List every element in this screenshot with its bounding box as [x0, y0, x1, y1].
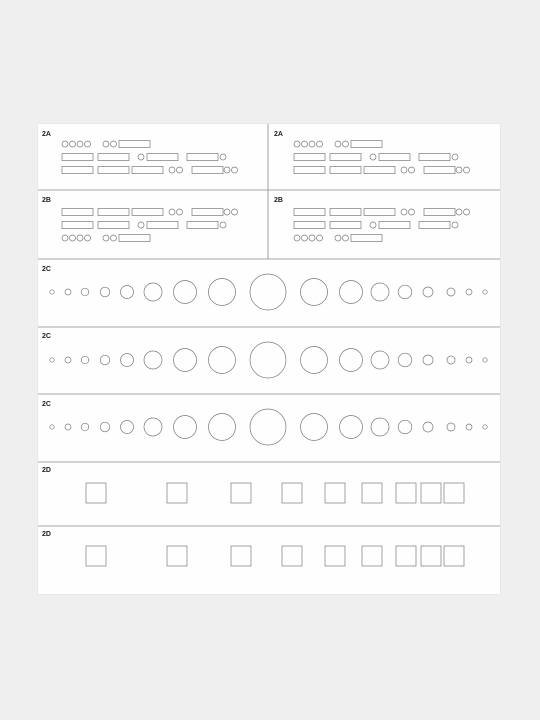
- small-rectangle: [132, 209, 163, 216]
- small-circle: [302, 235, 308, 241]
- small-circle: [370, 222, 376, 228]
- small-circle: [456, 209, 462, 215]
- small-rectangle: [147, 222, 178, 229]
- graduated-circle: [340, 416, 363, 439]
- small-circle: [62, 235, 68, 241]
- graduated-circle: [371, 283, 389, 301]
- outline-square: [396, 483, 416, 503]
- small-rectangle: [351, 235, 382, 242]
- small-circle: [464, 167, 470, 173]
- outline-square: [231, 483, 251, 503]
- graduated-circle: [144, 351, 162, 369]
- graduated-circle: [65, 357, 71, 363]
- graduated-circle: [447, 356, 455, 364]
- small-circle: [317, 141, 323, 147]
- graduated-circle: [81, 423, 89, 431]
- small-rectangle: [330, 209, 361, 216]
- graduated-circle: [483, 290, 487, 294]
- label-2c-2: 2C: [42, 333, 51, 340]
- graduated-circle: [423, 355, 433, 365]
- small-circle: [70, 235, 76, 241]
- graduated-circle: [144, 418, 162, 436]
- graduated-circle: [447, 288, 455, 296]
- small-circle: [224, 209, 230, 215]
- graduated-circle: [100, 422, 110, 432]
- label-2b-left: 2B: [42, 197, 51, 204]
- small-circle: [317, 235, 323, 241]
- graduated-circle: [398, 420, 412, 434]
- small-circle: [452, 154, 458, 160]
- small-rectangle: [351, 141, 382, 148]
- small-circle: [85, 235, 91, 241]
- graduated-circle: [65, 424, 71, 430]
- graduated-circle: [398, 285, 412, 299]
- small-rectangle: [119, 141, 150, 148]
- small-circle: [294, 235, 300, 241]
- small-circle: [138, 222, 144, 228]
- graduated-circle: [250, 409, 286, 445]
- graduated-circle: [340, 281, 363, 304]
- graduated-circle: [483, 358, 487, 362]
- small-circle: [62, 141, 68, 147]
- small-rectangle: [98, 154, 129, 161]
- graduated-circle: [398, 353, 412, 367]
- small-rectangle: [364, 167, 395, 174]
- graduated-circle: [81, 356, 89, 364]
- graduated-circle: [144, 283, 162, 301]
- graduated-circle: [250, 274, 286, 310]
- outline-square: [444, 546, 464, 566]
- small-rectangle: [187, 154, 218, 161]
- label-2c-1: 2C: [42, 266, 51, 273]
- small-circle: [177, 209, 183, 215]
- small-rectangle: [132, 167, 163, 174]
- small-circle: [111, 235, 117, 241]
- small-rectangle: [62, 154, 93, 161]
- small-rectangle: [419, 154, 450, 161]
- small-circle: [224, 167, 230, 173]
- label-2d-1: 2D: [42, 467, 51, 474]
- small-rectangle: [330, 154, 361, 161]
- outline-square: [444, 483, 464, 503]
- graduated-circle: [466, 357, 472, 363]
- outline-square: [86, 546, 106, 566]
- small-circle: [103, 235, 109, 241]
- graduated-circle: [121, 421, 134, 434]
- small-rectangle: [330, 222, 361, 229]
- small-circle: [456, 167, 462, 173]
- outline-square: [86, 483, 106, 503]
- small-rectangle: [98, 167, 129, 174]
- graduated-circle: [423, 287, 433, 297]
- graduated-circle: [174, 416, 197, 439]
- outline-square: [167, 483, 187, 503]
- graduated-circle: [301, 279, 328, 306]
- small-circle: [464, 209, 470, 215]
- graduated-circle: [81, 288, 89, 296]
- small-rectangle: [119, 235, 150, 242]
- small-circle: [401, 209, 407, 215]
- small-rectangle: [98, 209, 129, 216]
- small-circle: [401, 167, 407, 173]
- graduated-circle: [447, 423, 455, 431]
- small-circle: [103, 141, 109, 147]
- small-rectangle: [192, 209, 223, 216]
- graduated-circle: [466, 289, 472, 295]
- small-circle: [220, 222, 226, 228]
- small-circle: [169, 209, 175, 215]
- label-2a-right: 2A: [274, 131, 283, 138]
- small-circle: [85, 141, 91, 147]
- small-rectangle: [62, 167, 93, 174]
- small-circle: [452, 222, 458, 228]
- outline-square: [362, 483, 382, 503]
- graduated-circle: [466, 424, 472, 430]
- graduated-circle: [250, 342, 286, 378]
- outline-square: [231, 546, 251, 566]
- label-2a-left: 2A: [42, 131, 51, 138]
- small-circle: [343, 141, 349, 147]
- small-circle: [177, 167, 183, 173]
- small-rectangle: [424, 209, 455, 216]
- small-rectangle: [379, 222, 410, 229]
- small-circle: [409, 167, 415, 173]
- label-2b-right: 2B: [274, 197, 283, 204]
- small-circle: [335, 235, 341, 241]
- small-rectangle: [294, 154, 325, 161]
- section-dividers: [38, 124, 500, 526]
- small-circle: [309, 141, 315, 147]
- small-circle: [138, 154, 144, 160]
- outline-square: [421, 483, 441, 503]
- graduated-circle: [121, 354, 134, 367]
- graduated-circle: [100, 287, 110, 297]
- outline-square: [325, 546, 345, 566]
- graduated-circle: [371, 418, 389, 436]
- outline-square: [421, 546, 441, 566]
- graduated-circle: [50, 290, 54, 294]
- small-circle: [294, 141, 300, 147]
- small-rectangle: [62, 209, 93, 216]
- graduated-circle: [209, 347, 236, 374]
- small-rectangle: [379, 154, 410, 161]
- label-2d-2: 2D: [42, 531, 51, 538]
- graduated-circle: [483, 425, 487, 429]
- outline-square: [282, 483, 302, 503]
- small-circle: [70, 141, 76, 147]
- small-rectangle: [294, 209, 325, 216]
- small-circle: [370, 154, 376, 160]
- graduated-circle: [301, 414, 328, 441]
- outline-square: [362, 546, 382, 566]
- small-rectangle: [98, 222, 129, 229]
- graduated-circle: [340, 349, 363, 372]
- small-circle: [111, 141, 117, 147]
- small-rectangle: [364, 209, 395, 216]
- small-rectangle: [147, 154, 178, 161]
- small-circle: [77, 141, 83, 147]
- small-circle: [335, 141, 341, 147]
- small-rectangle: [294, 167, 325, 174]
- outline-square: [396, 546, 416, 566]
- small-rectangle: [192, 167, 223, 174]
- marks: [50, 141, 487, 567]
- graduated-circle: [100, 355, 110, 365]
- small-rectangle: [294, 222, 325, 229]
- graduated-circle: [174, 349, 197, 372]
- graduated-circle: [371, 351, 389, 369]
- graduated-circle: [174, 281, 197, 304]
- small-circle: [232, 167, 238, 173]
- small-circle: [77, 235, 83, 241]
- graduated-circle: [65, 289, 71, 295]
- small-circle: [169, 167, 175, 173]
- small-circle: [220, 154, 226, 160]
- graduated-circle: [209, 279, 236, 306]
- graduated-circle: [121, 286, 134, 299]
- label-2c-3: 2C: [42, 401, 51, 408]
- small-rectangle: [187, 222, 218, 229]
- graduated-circle: [301, 347, 328, 374]
- graduated-circle: [423, 422, 433, 432]
- small-rectangle: [62, 222, 93, 229]
- small-circle: [309, 235, 315, 241]
- small-rectangle: [424, 167, 455, 174]
- graduated-circle: [50, 425, 54, 429]
- graduated-circle: [209, 414, 236, 441]
- small-circle: [302, 141, 308, 147]
- small-rectangle: [419, 222, 450, 229]
- small-circle: [343, 235, 349, 241]
- template-sheet: [38, 124, 500, 594]
- small-rectangle: [330, 167, 361, 174]
- outline-square: [325, 483, 345, 503]
- small-circle: [232, 209, 238, 215]
- outline-square: [167, 546, 187, 566]
- graduated-circle: [50, 358, 54, 362]
- outline-square: [282, 546, 302, 566]
- sheet-drawing: [38, 124, 500, 594]
- small-circle: [409, 209, 415, 215]
